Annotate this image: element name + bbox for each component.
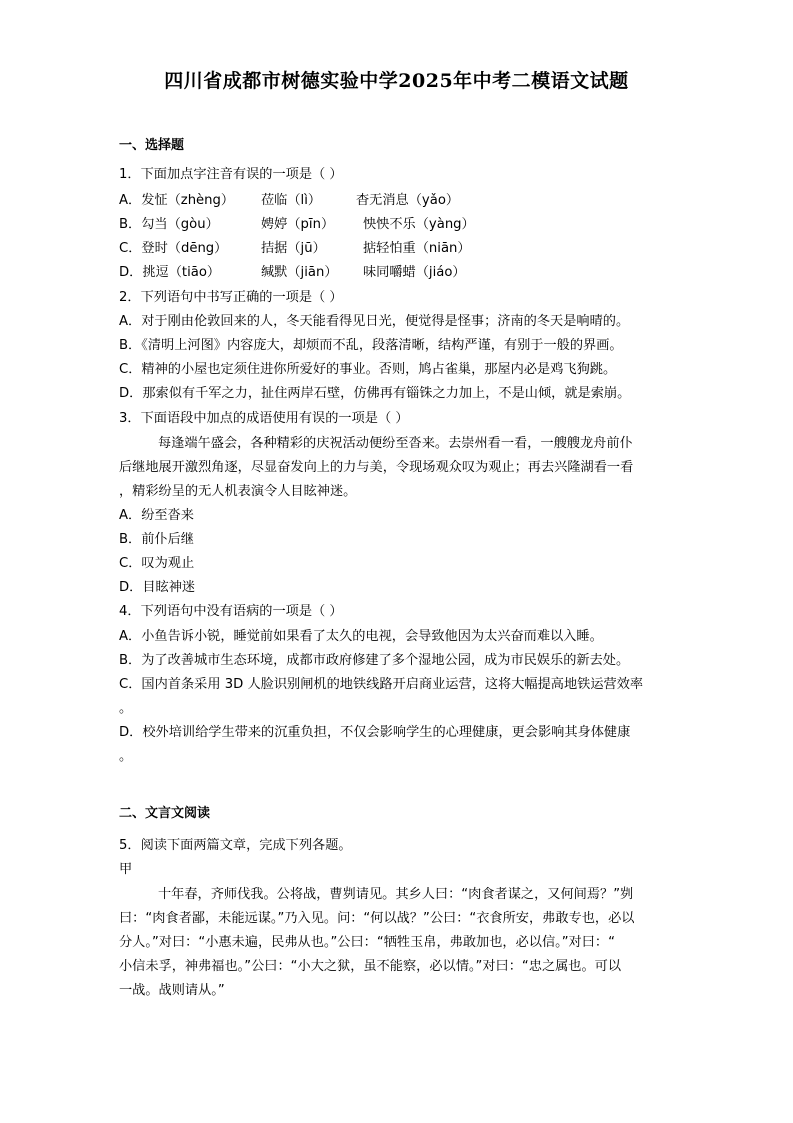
q4-option: B．为了改善城市生态环境，成都市政府修建了多个湿地公园，成为市民娱乐的新去处。 — [119, 653, 630, 668]
q1-option-word: 怏怏不乐（yàng） — [363, 217, 475, 232]
q1-option-word: B．勾当（gòu） — [119, 217, 219, 232]
q5-stem: 5．阅读下面两篇文章，完成下列各题。 — [119, 838, 352, 853]
q1-option-word: 杳无消息（yǎo） — [356, 193, 460, 208]
q5-passage-line: 一战。战则请从。” — [119, 983, 225, 998]
q4-stem: 4．下列语句中没有语病的一项是（ ） — [119, 604, 343, 619]
q3-passage-line: ，精彩纷呈的无人机表演令人目眩神迷。 — [119, 484, 357, 499]
q2-option: D．那索似有千军之力，扯住两岸石壁，仿佛再有锱铢之力加上，不是山倾，就是索崩。 — [119, 386, 631, 401]
q3-option: C．叹为观止 — [119, 556, 195, 571]
q3-option: B．前仆后继 — [119, 532, 194, 547]
q5-passage-label: 甲 — [119, 862, 133, 877]
q1-option-word: C．登时（dēng） — [119, 241, 228, 256]
q5-passage-line: 曰：“肉食者鄙，未能远谋。”乃入见。问：“何以战？”公曰：“衣食所安，弗敢专也，必以 — [119, 911, 635, 926]
q1-option-word: A．发怔（zhèng） — [119, 193, 235, 208]
q1-option-word: 娉婷（pīn） — [261, 217, 335, 232]
q5-passage-line: 小信未孚，神弗福也。”公曰：“小大之狱，虽不能察，必以情。”对曰：“忠之属也。可以 — [119, 959, 622, 974]
q1-stem: 1．下面加点字注音有误的一项是（ ） — [119, 167, 343, 182]
q1-option-word: 掂轻怕重（niān） — [363, 241, 471, 256]
q4-option: D．校外培训给学生带来的沉重负担，不仅会影响学生的心理健康，更会影响其身体健康 — [119, 725, 631, 740]
q4-option-continuation: 。 — [119, 749, 133, 764]
section-heading-classical: 二、文言文阅读 — [119, 806, 211, 821]
q4-option: C．国内首条采用 3D 人脸识别闸机的地铁线路开启商业运营，这将大幅提高地铁运营效率 — [119, 677, 644, 692]
q5-passage-line: 分人。”对曰：“小惠未遍，民弗从也。”公曰：“牺牲玉帛，弗敢加也，必以信。”对曰：“ — [119, 935, 615, 950]
q4-option-continuation: 。 — [119, 701, 133, 716]
q2-option: C．精神的小屋也定须住进你所爱好的事业。否则，鸠占雀巢，那屋内必是鸡飞狗跳。 — [119, 362, 617, 377]
q1-option-word: 缄默（jiān） — [261, 265, 338, 280]
q3-passage-line: 后继地展开激烈角逐，尽显奋发向上的力与美，令现场观众叹为观止；再去兴隆湖看一看 — [119, 460, 634, 475]
q2-stem: 2．下列语句中书写正确的一项是（ ） — [119, 290, 343, 305]
q1-option-word: D．挑逗（tiāo） — [119, 265, 221, 280]
q1-option-word: 味同嚼蜡（jiáo） — [363, 265, 466, 280]
q2-option: B．《清明上河图》内容庞大，却烦而不乱，段落清晰，结构严谨，有别于一般的界画。 — [119, 338, 623, 353]
q3-passage-line: 每逢端午盛会，各种精彩的庆祝活动便纷至沓来。去崇州看一看，一艘艘龙舟前仆 — [158, 436, 633, 451]
q3-option: D．目眩神迷 — [119, 580, 196, 595]
q3-stem: 3．下面语段中加点的成语使用有误的一项是（ ） — [119, 411, 409, 426]
q4-option: A．小鱼告诉小锐，睡觉前如果看了太久的电视，会导致他因为太兴奋而难以入睡。 — [119, 629, 603, 644]
q2-option: A．对于刚由伦敦回来的人，冬天能看得见日光，便觉得是怪事；济南的冬天是响晴的。 — [119, 314, 630, 329]
page-title: 四川省成都市树德实验中学2025年中考二模语文试题 — [164, 70, 629, 92]
section-heading-choice: 一、选择题 — [119, 138, 185, 153]
q1-option-word: 拮据（jū） — [261, 241, 326, 256]
q1-option-word: 莅临（lì） — [261, 193, 322, 208]
q3-option: A．纷至沓来 — [119, 508, 194, 523]
q5-passage-line: 十年春，齐师伐我。公将战，曹刿请见。其乡人曰：“肉食者谋之，又何间焉？”刿 — [158, 887, 634, 902]
